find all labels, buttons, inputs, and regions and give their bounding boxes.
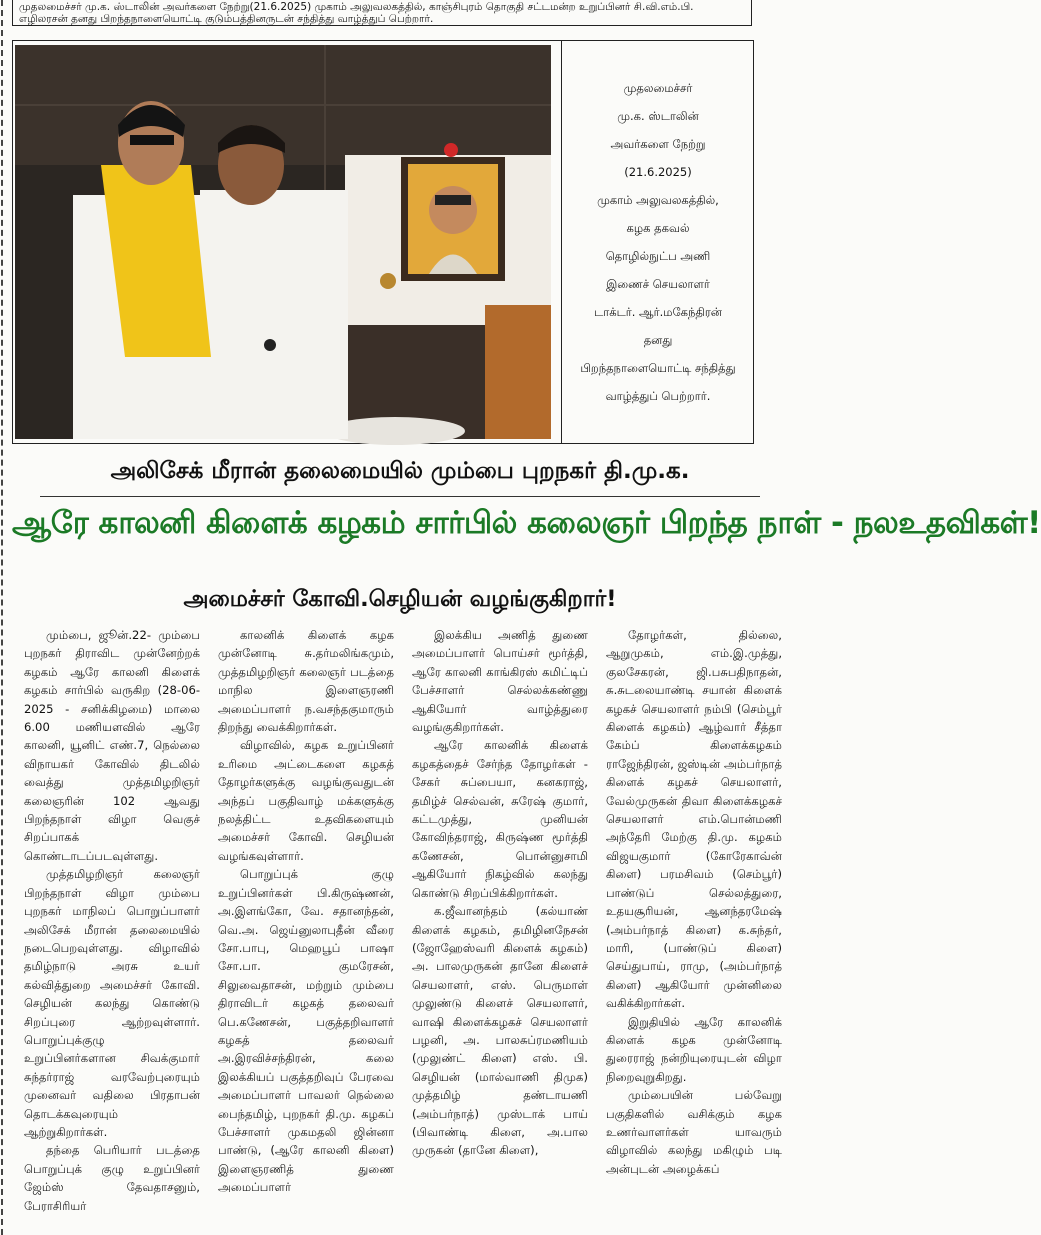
paragraph: பொறுப்புக் குழு உறுப்பினர்கள் பி.கிருஷ்ணன், அ.இளங்கோ, வே. சதானந்தன், வெ.அ. ஜெய்னுலாபுதீன் வீரை சோ.பாபு, மெஹபூப் பாஷா சோ.பா. குமரேசன், சிலுவைதாசன், மற்றும் மும்பை திராவிடர் கழகத் தலைவர் பெ.கணேசன், பகுத்தறிவாளர் கழகத் தலைவர் அ.இரவிச்சந்திரன், கலை இலக்கியப் பகுத்தறிவுப் பேரவை அமைப்பாளர் பாவலர் நெல்லை பைந்தமிழ், புறநகர் தி.மு. கழகப் பேச்சாளர் முகமதலி ஜின்னா பாண்டு, (ஆரே காலனி கிளை) இளைஞரணித் துணை அமைப்பாளர்: [218, 867, 394, 1195]
caption-line: முதலமைச்சர் மு.க. ஸ்டாலின் அவர்களை நேற்று(21.6.2025) முகாம் அலுவலகத்தில், காஞ்சிபுரம் தொகுதி சட்டமன்ற உறுப்பினர் சி.வி.எம்.பி.: [19, 1, 694, 13]
paragraph: க.ஜீவானந்தம் (கல்யாண் கிளைக் கழகம், தமிழினநேசன் (ஜோஹேஸ்வரி கிளைக் கழகம்) அ. பாலமுருகன் தானே கிளைச் செயலாளர், எஸ். பெருமாள் முலுண்டு கிளைச் செயலாளர், வாஷி கிளைக்கழகச் செயலாளர் பழனி, அ. பாலசுப்ரமணியம் (முலுண்ட் கிளை) எஸ். பி. செழியன் (மால்வாணி திமுக) முத்தமிழ் தண்டாயணி (அம்பர்நாத்) முஸ்டாக் பாய் (பிவாண்டி கிளை, அ.பால முருகன் (தானே கிளை),: [412, 904, 588, 1158]
caption-line: முதலமைச்சர்: [623, 81, 693, 95]
paragraph: இறுதியில் ஆரே காலனிக் கிளைக் கழக முன்னோடி துரைராஜ் நன்றியுரையுடன் விழா நிறைவுறுகிறது.: [606, 1014, 782, 1084]
photo-box: [12, 40, 754, 444]
photo-illustration: [15, 45, 551, 439]
news-photo: [15, 45, 551, 439]
headline-divider: [40, 496, 760, 497]
previous-caption-strip: [12, 0, 752, 26]
article-column-4: [606, 626, 782, 1235]
caption-line: மு.க. ஸ்டாலின்: [617, 109, 699, 123]
caption-line: தனது: [643, 333, 673, 347]
caption-line: இணைச் செயலாளர்: [606, 277, 710, 291]
article-column-3: [412, 626, 588, 1235]
caption-line: கழக தகவல்: [626, 221, 690, 235]
caption-line: பிறந்தநாளையொட்டி சந்தித்து: [580, 361, 736, 375]
caption-line: டாக்டர். ஆர்.மகேந்திரன்: [594, 305, 722, 319]
paragraph: காலனிக் கிளைக் கழக முன்னோடி சு.தர்மலிங்கமும், முத்தமிழறிஞர் கலைஞர் படத்தை மாநில இளைஞரணி அமைப்பாளர் ந.வசந்தகுமாரும் திறந்து வைக்கிறார்கள்.: [218, 628, 394, 735]
paragraph: விழாவில், கழக உறுப்பினர் உரிமை அட்டைகளை கழகத் தோழர்களுக்கு வழங்குவதுடன் அந்தப் பகுதிவாழ் மக்களுக்கு நலத்திட்ட உதவிகளையும் அமைச்சர் கோவி. செழியன் வழங்கவுள்ளார்.: [218, 738, 394, 863]
caption-line: எழிலரசன் தனது பிறந்தநாளையொட்டி குடும்பத்தினருடன் சந்தித்து வாழ்த்துப் பெற்றார்.: [19, 13, 434, 25]
page-cut-line: [1, 0, 3, 1235]
article-column-1: [24, 626, 200, 1235]
sub-headline: அமைச்சர் கோவி.செழியன் வழங்குகிறார்!: [183, 586, 617, 612]
main-headline: ஆரே காலனி கிளைக் கழகம் சார்பில் கலைஞர் பிறந்த நாள் - நலஉதவிகள்!: [12, 505, 1041, 541]
paragraph: முத்தமிழறிஞர் கலைஞர் பிறந்தநாள் விழா மும்பை புறநகர் மாநிலப் பொறுப்பாளர் அலிசேக் மீரான் தலைமையில் நடைபெறவுள்ளது. விழாவில் தமிழ்நாடு அரசு உயர் கல்வித்துறை அமைச்சர் கோவி. செழியன் கலந்து கொண்டு சிறப்புரை ஆற்றவுள்ளார். பொறுப்புக்குழு உறுப்பினர்களான சிவக்குமார் சுந்தர்ராஜ் வரவேற்புரையும் முனைவர் வதிலை பிரதாபன் தொடக்கவுரையும் ஆற்றுகிறார்கள்.: [24, 867, 200, 1139]
paragraph: தந்தை பெரியார் படத்தை பொறுப்புக் குழு உறுப்பினர் ஜேம்ஸ் தேவதாசனும், பேராசிரியர்: [24, 1143, 200, 1213]
caption-line: வாழ்த்துப் பெற்றார்.: [605, 389, 711, 403]
caption-line: தொழில்நுட்ப அணி: [605, 249, 711, 263]
caption-line: முகாம் அலுவலகத்தில்,: [597, 193, 719, 207]
caption-line: (21.6.2025): [624, 165, 692, 179]
paragraph: தோழர்கள், தில்லை, ஆறுமுகம், எம்.இ.முத்து, குலசேகரன், ஜி.பசுபதிநாதன், சு.சுடலையாண்டி சயான் கிளைக் கழகச் செயலாளர் நம்பி (செம்பூர் கிளைக் கழகம்) ஆழ்வார் சீத்தா கேம்ப் கிளைக்கழகம் ராஜேந்திரன், ஜஸ்டின் அம்பர்நாத் கிளைக் கழகச் செயலாளர், வேல்முருகன் திவா கிளைக்கழகச் செயலாளர் எம்.பொன்மணி அந்தேரி மேற்கு தி.மு. கழகம் விஜயகுமார் (கோரேகாவ்ன் கிளை) பரமசிவம் (செம்பூர்) பாண்டுப் செல்லத்துரை, உதயசூரியன், ஆனந்தரமேஷ் (அம்பர்நாத் கிளை) க.சுந்தர், மாரி, (பாண்டுப் கிளை) செய்துபாய், ராமு, (அம்பர்நாத் கிளை) ஆகியோர் முன்னிலை வகிக்கிறார்கள்.: [606, 628, 782, 1011]
article-column-2: [218, 626, 394, 1235]
photo-caption: [561, 41, 754, 443]
kicker-headline: அலிசேக் மீரான் தலைமையில் மும்பை புறநகர் தி.மு.க.: [110, 458, 690, 484]
paragraph: இலக்கிய அணித் துணை அமைப்பாளர் பொய்சர் மூர்த்தி, ஆரே காலனி காங்கிரஸ் கமிட்டிப் பேச்சாளர் செல்லக்கண்ணு ஆகியோர் வாழ்த்துரை வழங்குகிறார்கள்.: [412, 628, 588, 735]
caption-line: அவர்களை நேற்று: [610, 137, 706, 151]
paragraph: ஆரே காலனிக் கிளைக் கழகத்தைச் சேர்ந்த தோழர்கள் - சேகர் சுப்பையா, கனகராஜ், தமிழ்ச் செல்வன், சுரேஷ் குமார், கட்டமுத்து, முனியன் கோவிந்தராஜ், கிருஷ்ண மூர்த்தி கணேசன், பொன்னுசாமி ஆகியோர் நிகழ்வில் கலந்து கொண்டு சிறப்பிக்கிறார்கள்.: [412, 738, 588, 900]
paragraph: மும்பையின் பல்வேறு பகுதிகளில் வசிக்கும் கழக உணர்வாளர்கள் யாவரும் விழாவில் கலந்து மகிழும் படி அன்புடன் அழைக்கப்: [606, 1088, 782, 1176]
paragraph: மும்பை, ஜூன்.22- மும்பை புறநகர் திராவிட முன்னேற்றக் கழகம் ஆரே காலனி கிளைக் கழகம் சார்பில் வருகிற (28-06-2025 - சனிக்கிழமை) மாலை 6.00 மணியளவில் ஆரே காலனி, யூனிட் எண்.7, நெல்லை விநாயகர் கோவில் திடலில் வைத்து முத்தமிழறிஞர் கலைஞரின் 102 ஆவது பிறந்தநாள் விழா வெகுச் சிறப்பாகக் கொண்டாடப்படவுள்ளது.: [24, 628, 200, 863]
